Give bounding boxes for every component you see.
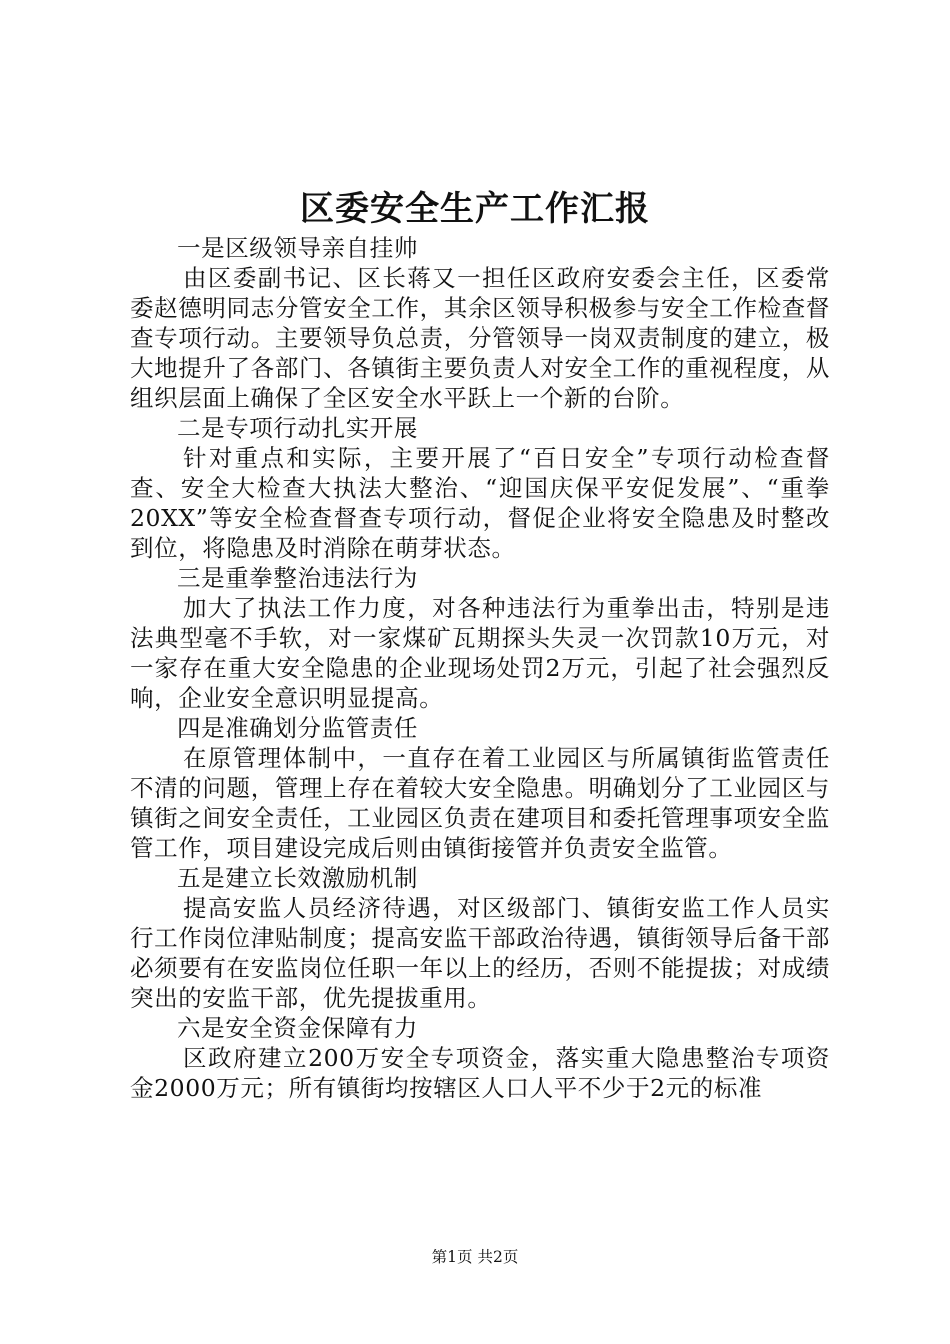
page-footer: [0, 1247, 950, 1267]
section-paragraph: 区政府建立200万安全专项资金，落实重大隐患整治专项资金2000万元；所有镇街均按辖区人口人平不少于2元的标准: [130, 1044, 830, 1102]
section-paragraph: 加大了执法工作力度，对各种违法行为重拳出击，特别是违法典型毫不手软，对一家煤矿瓦期探头失灵一次罚款10万元，对一家存在重大安全隐患的企业现场处罚2万元，引起了社会强烈反响，企业安全意识明显提高。: [130, 594, 830, 712]
document-title: 区委安全生产工作汇报: [300, 189, 650, 229]
section-paragraph: 在原管理体制中，一直存在着工业园区与所属镇街监管责任不清的问题，管理上存在着较大安全隐患。明确划分了工业园区与镇街之间安全责任，工业园区负责在建项目和委托管理事项安全监管工作，项目建设完成后则由镇街接管并负责安全监管。: [130, 744, 830, 862]
section-paragraph: 由区委副书记、区长蒋又一担任区政府安委会主任，区委常委赵德明同志分管安全工作，其余区领导积极参与安全工作检查督查专项行动。主要领导负总责，分管领导一岗双责制度的建立，极大地提升了各部门、各镇街主要负责人对安全工作的重视程度，从组织层面上确保了全区安全水平跃上一个新的台阶。: [130, 264, 830, 412]
section-paragraph: 提高安监人员经济待遇，对区级部门、镇街安监工作人员实行工作岗位津贴制度；提高安监干部政治待遇，镇街领导后备干部必须要有在安监岗位任职一年以上的经历，否则不能提拔；对成绩突出的安监干部，优先提拔重用。: [130, 894, 830, 1012]
section-heading: 六是安全资金保障有力: [177, 1014, 418, 1042]
section-heading: 五是建立长效激励机制: [177, 864, 418, 892]
section-heading: 一是区级领导亲自挂帅: [177, 234, 418, 262]
section-paragraph: 针对重点和实际，主要开展了“百日安全”专项行动检查督查、安全大检查大执法大整治、“迎国庆保平安促发展”、“重拳20XX”等安全检查督查专项行动，督促企业将安全隐患及时整改到位，将隐患及时消除在萌芽状态。: [130, 444, 830, 562]
page-number: 第1页: [431, 1248, 473, 1266]
page-total: 共2页: [477, 1248, 519, 1266]
section-heading: 三是重拳整治违法行为: [177, 564, 418, 592]
section-heading: 二是专项行动扎实开展: [177, 414, 418, 442]
document-body: [130, 233, 830, 1103]
section-heading: 四是准确划分监管责任: [177, 714, 418, 742]
